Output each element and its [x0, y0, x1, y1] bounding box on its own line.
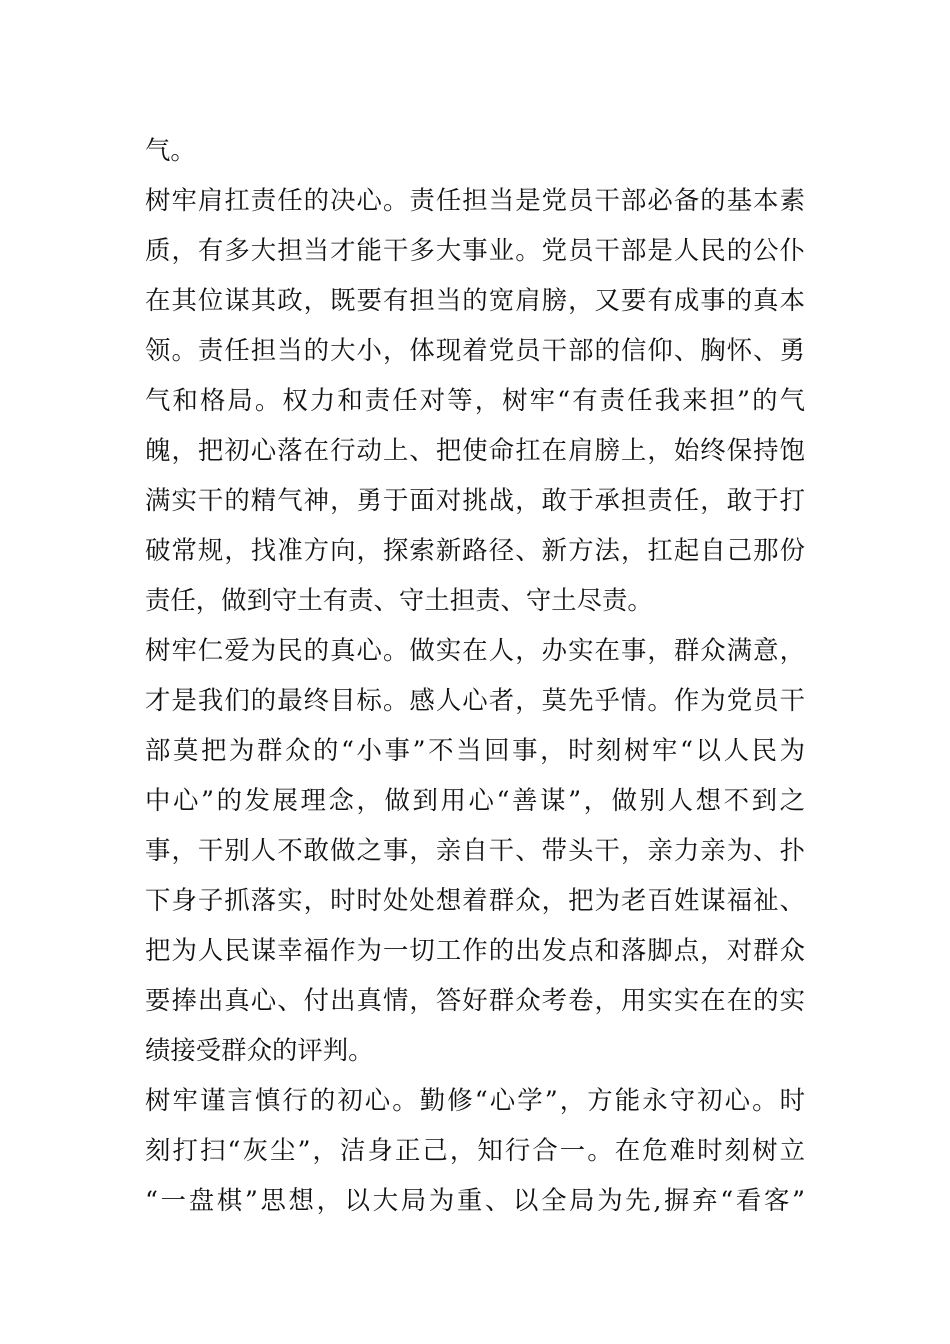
- text-line: 树牢谨言慎行的初心。勤修“心学”，方能永守初心。时: [145, 1085, 805, 1115]
- text-line: 才是我们的最终目标。感人心者，莫先乎情。作为党员干: [145, 685, 805, 715]
- text-line: 把为人民谋幸福作为一切工作的出发点和落脚点，对群众: [145, 935, 805, 965]
- text-line: 中心”的发展理念，做到用心“善谋”，做别人想不到之: [145, 785, 805, 815]
- text-line: 破常规，找准方向，探索新路径、新方法，扛起自己那份: [145, 535, 805, 565]
- text-line: 事，干别人不敢做之事，亲自干、带头干，亲力亲为、扑: [145, 835, 805, 865]
- text-line: 树牢肩扛责任的决心。责任担当是党员干部必备的基本素: [145, 185, 805, 215]
- text-line: 刻打扫“灰尘”，洁身正己，知行合一。在危难时刻树立: [145, 1135, 805, 1165]
- text-line: 部莫把为群众的“小事”不当回事，时刻树牢“以人民为: [145, 735, 805, 765]
- text-line: 树牢仁爱为民的真心。做实在人，办实在事，群众满意，: [145, 635, 805, 665]
- text-line: 魄，把初心落在行动上、把使命扛在肩膀上，始终保持饱: [145, 435, 805, 465]
- text-line: 气。: [145, 135, 196, 165]
- text-line: 在其位谋其政，既要有担当的宽肩膀，又要有成事的真本: [145, 285, 805, 315]
- text-line: 绩接受群众的评判。: [145, 1035, 374, 1065]
- text-line: 领。责任担当的大小，体现着党员干部的信仰、胸怀、勇: [145, 335, 805, 365]
- text-line: 质，有多大担当才能干多大事业。党员干部是人民的公仆: [145, 235, 805, 265]
- text-line: “一盘棋”思想，以大局为重、以全局为先,摒弃“看客”: [145, 1185, 805, 1215]
- text-line: 满实干的精气神，勇于面对挑战，敢于承担责任，敢于打: [145, 485, 805, 515]
- text-line: 要捧出真心、付出真情，答好群众考卷，用实实在在的实: [145, 985, 805, 1015]
- text-line: 责任，做到守土有责、守土担责、守土尽责。: [145, 585, 653, 615]
- text-line: 气和格局。权力和责任对等，树牢“有责任我来担”的气: [145, 385, 805, 415]
- text-line: 下身子抓落实，时时处处想着群众，把为老百姓谋福祉、: [145, 885, 805, 915]
